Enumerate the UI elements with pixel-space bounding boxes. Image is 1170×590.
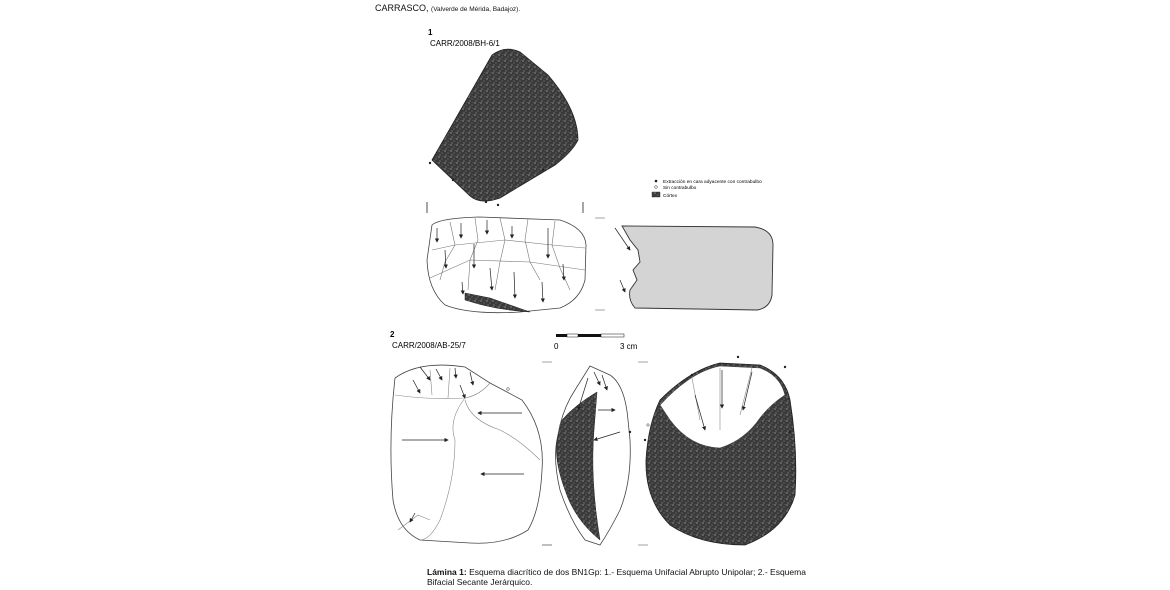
figure1-section xyxy=(615,226,773,310)
figure2-number: 2 xyxy=(390,330,395,339)
scale-bar xyxy=(554,334,638,351)
legend xyxy=(652,179,762,199)
figure-caption xyxy=(427,567,807,587)
caption-text: Esquema diacrítico de dos BN1Gp: 1.- Esquema Unifacial Abrupto Unipolar; 2.- Esquema Bifacial Secante Jerárquico. xyxy=(427,567,806,587)
figure1-top-view xyxy=(427,49,583,213)
site-location: (Valverde de Mérida, Badajoz). xyxy=(431,6,521,13)
figure1-code: CARR/2008/BH-6/1 xyxy=(430,39,500,48)
caption-label: Lámina 1: xyxy=(427,567,467,577)
scale-end: 3 cm xyxy=(620,342,638,351)
legend-item1: Extracción en cara adyacente con contrabulbo xyxy=(663,180,762,185)
figure2-face-a xyxy=(391,362,552,545)
legend-item2: Sin contrabulbo xyxy=(663,186,697,191)
figure1-number: 1 xyxy=(428,28,433,37)
figure2-code: CARR/2008/AB-25/7 xyxy=(392,341,466,350)
legend-item3: Córtex xyxy=(663,194,678,199)
scale-start: 0 xyxy=(554,342,559,351)
figure2-profile xyxy=(542,362,648,545)
figure2-face-b xyxy=(644,356,796,545)
figure1-face-view xyxy=(427,217,605,313)
site-name: CARRASCO, xyxy=(375,3,429,13)
